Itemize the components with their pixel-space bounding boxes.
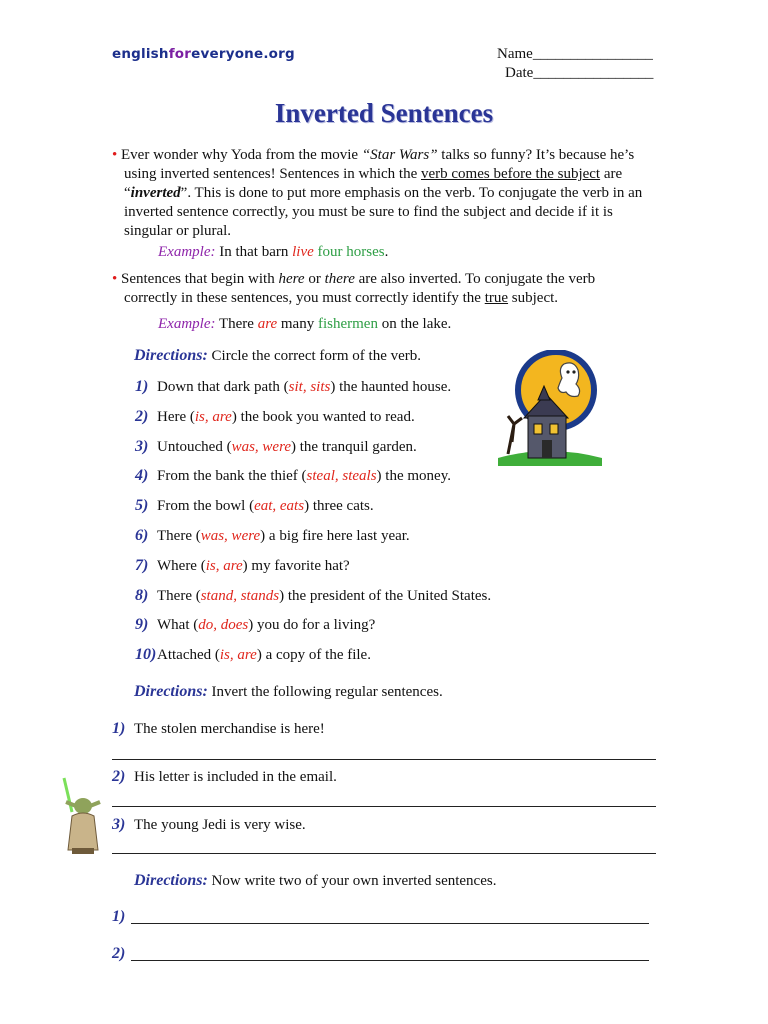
exercise-item (135, 646, 535, 676)
invert-item (112, 816, 306, 834)
item-number: 2) (112, 768, 126, 785)
verb-choices[interactable]: was, were (200, 527, 261, 544)
example-text: on the lake. (377, 316, 452, 332)
intro-text: Ever wonder why Yoda from the movie (121, 147, 362, 163)
answer-line[interactable] (112, 806, 656, 807)
directions-3 (134, 872, 496, 890)
verb-choices[interactable]: stand, stands (200, 587, 280, 604)
item-text: The young Jedi is very wise. (134, 817, 306, 833)
item-text: Down that dark path ( (157, 379, 289, 395)
item-number: 1) (112, 720, 126, 737)
answer-line[interactable] (131, 960, 649, 961)
item-text: The stolen merchandise is here! (134, 721, 325, 737)
example-subject: four horses (317, 244, 385, 260)
exercise-item (135, 497, 535, 527)
item-text: ) three cats. (304, 498, 374, 515)
intro-line-1 (112, 146, 672, 165)
intro-line-5: singular or plural. (124, 223, 232, 239)
directions-text: Circle the correct form of the verb. (207, 348, 422, 364)
item-text: Attached ( (157, 647, 220, 664)
item-text: ) a copy of the file. (256, 647, 371, 664)
directions-label: Directions: (134, 347, 208, 364)
exercise-item (135, 378, 535, 408)
item-text: ) the money. (376, 468, 451, 485)
item-number: 4) (135, 467, 149, 485)
example-verb: live (292, 244, 314, 260)
verb-choices[interactable]: is, are (205, 557, 243, 574)
bullet: • (112, 147, 118, 163)
intro-paragraph (112, 146, 672, 241)
example-text: many (277, 316, 318, 332)
intro-line-4: inverted sentence correctly, you must be sure to find the subject and decide if it is (124, 204, 613, 220)
para-text: are also inverted. To conjugate the verb (354, 271, 596, 287)
brand-part-everyone: everyone.org (191, 46, 295, 62)
exercise-item (135, 438, 535, 468)
answer-line[interactable] (131, 923, 649, 924)
example-label: Example: (158, 316, 216, 332)
verb-choices[interactable]: is, are (219, 647, 257, 664)
invert-item (112, 768, 337, 786)
item-text: ) the haunted house. (330, 379, 452, 395)
item-number: 1) (112, 908, 126, 925)
inverted-term: inverted (130, 185, 181, 201)
site-brand (112, 46, 295, 62)
item-text: There ( (157, 527, 201, 544)
answer-line[interactable] (112, 759, 656, 760)
item-number: 2) (112, 945, 126, 962)
directions-label: Directions: (134, 683, 208, 700)
answer-line[interactable] (112, 853, 656, 854)
page-title: Inverted Sentences (274, 98, 494, 128)
invert-item (112, 720, 325, 738)
item-number: 3) (135, 437, 149, 455)
intro-text: are (600, 166, 623, 182)
verb-choices[interactable]: was, were (231, 438, 292, 455)
exercise-item (135, 467, 535, 497)
item-number: 2) (135, 407, 149, 425)
yoda-icon (58, 776, 108, 856)
item-text: ) you do for a living? (248, 617, 376, 634)
exercise-item (135, 587, 535, 617)
item-text: ) the book you wanted to read. (231, 408, 415, 425)
exercise-item (135, 616, 535, 646)
para2-line-1 (112, 270, 672, 289)
example-verb: are (257, 316, 278, 332)
item-text: Here ( (157, 408, 195, 425)
movie-title: “Star Wars” (361, 147, 438, 163)
item-number: 3) (112, 816, 126, 833)
para-text: or (304, 271, 325, 287)
brand-part-for: for (168, 46, 192, 62)
example-subject: fishermen (317, 316, 378, 332)
para-text: correctly in these sentences, you must correctly identify the (124, 290, 485, 306)
item-text: Untouched ( (157, 438, 232, 455)
underlined-phrase: verb comes before the subject (421, 166, 601, 182)
item-number: 1) (135, 378, 149, 395)
item-number: 8) (135, 586, 149, 604)
para-text: Sentences that begin with (121, 271, 279, 287)
intro-line-3 (112, 184, 672, 203)
directions-text: Invert the following regular sentences. (207, 684, 443, 700)
item-text: ) the tranquil garden. (291, 438, 417, 455)
item-text: ) my favorite hat? (242, 557, 350, 574)
verb-exercise-list (135, 378, 535, 676)
item-number: 5) (135, 497, 149, 515)
intro-text: using inverted sentences! Sentences in which the (124, 166, 421, 182)
item-text: What ( (157, 617, 199, 634)
intro-line-2 (112, 165, 672, 184)
word-true: true (484, 290, 509, 306)
exercise-item (135, 408, 535, 438)
example-text: There (215, 316, 258, 332)
directions-label: Directions: (134, 872, 208, 889)
item-number: 10) (135, 646, 157, 664)
item-text: ) a big fire here last year. (260, 527, 410, 544)
verb-choices[interactable]: steal, steals (306, 468, 377, 485)
intro-text: ”. This is done to put more emphasis on the verb. To conjugate the verb in an (180, 185, 643, 201)
item-text: His letter is included in the email. (134, 769, 337, 785)
brand-part-english: english (112, 46, 169, 62)
para2-line-2 (112, 289, 672, 308)
exercise-item (135, 527, 535, 557)
here-there-paragraph (112, 270, 672, 308)
word-here: here (278, 271, 305, 287)
item-text: From the bowl ( (157, 498, 255, 515)
intro-text: talks so funny? It’s because he’s (437, 147, 635, 163)
item-number: 6) (135, 526, 149, 544)
verb-choices[interactable]: eat, eats (254, 498, 305, 515)
directions-text: Now write two of your own inverted sentences. (207, 873, 497, 889)
item-number: 7) (135, 556, 149, 574)
item-text: ) the president of the United States. (279, 587, 492, 604)
word-there: there (324, 271, 355, 287)
date-field[interactable]: Date________________ (505, 65, 654, 81)
directions-2 (134, 683, 443, 701)
example-label: Example: (158, 244, 216, 260)
verb-choices[interactable]: sit, sits (288, 379, 331, 395)
verb-choices[interactable]: is, are (194, 408, 232, 425)
example-text: In that barn (215, 244, 293, 260)
directions-1 (134, 347, 421, 365)
verb-choices[interactable]: do, does (198, 617, 249, 634)
example-text: . (384, 244, 389, 260)
item-text: Where ( (157, 557, 206, 574)
haunted-house-icon (494, 350, 606, 468)
example-1 (158, 243, 388, 262)
item-text: There ( (157, 587, 201, 604)
item-number: 9) (135, 616, 149, 634)
name-field[interactable]: Name________________ (497, 46, 653, 62)
item-text: From the bank the thief ( (157, 468, 307, 485)
exercise-item (135, 557, 535, 587)
example-2 (158, 315, 451, 334)
para-text: subject. (508, 290, 559, 306)
intro-text: “ (124, 185, 131, 201)
bullet: • (112, 271, 118, 287)
